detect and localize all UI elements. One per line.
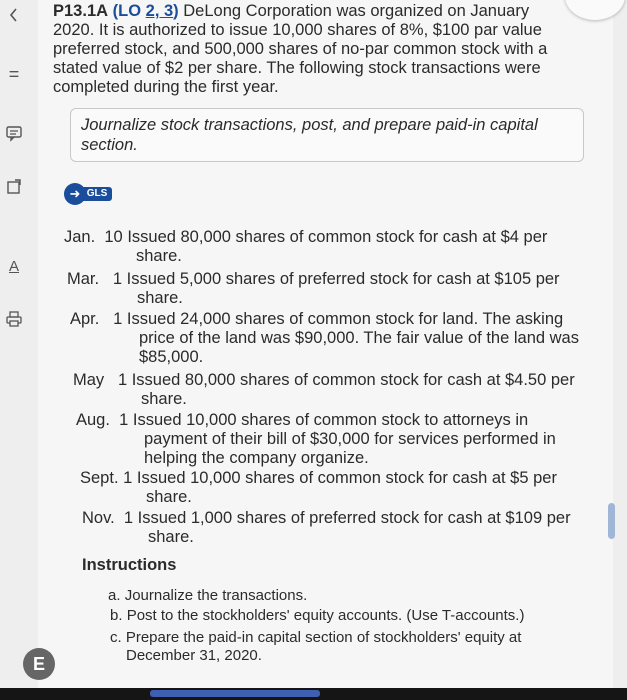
tx-text-2: share. — [137, 289, 183, 307]
tx-text-3: $85,000. — [139, 348, 204, 366]
arrow-right-icon: ➜ — [64, 183, 86, 205]
back-arrow-icon[interactable] — [3, 6, 25, 24]
scrollbar-thumb[interactable] — [608, 503, 615, 539]
tx-text: Issued 80,000 shares of common stock for cash at $4 per — [127, 228, 548, 246]
tx-month: Apr. — [70, 310, 100, 328]
transaction-sept — [80, 469, 570, 507]
print-icon[interactable] — [3, 310, 25, 328]
learning-objective-link[interactable] — [113, 2, 179, 20]
gls-label: GLS — [82, 187, 112, 201]
tx-month: Jan. — [64, 228, 96, 246]
instruction-letter: c. — [110, 629, 122, 646]
tx-month: Aug. — [76, 411, 110, 429]
tx-text-2: share. — [141, 390, 187, 408]
problem-id: P13.1A — [53, 2, 109, 20]
objective-line-2: section. — [81, 136, 138, 154]
text-size-icon[interactable]: A — [8, 258, 19, 275]
tx-day: 10 — [104, 228, 123, 246]
instruction-text-2: December 31, 2020. — [126, 647, 262, 664]
instruction-letter: b. — [110, 607, 123, 624]
transaction-nov — [82, 509, 582, 547]
instruction-text: Journalize the transactions. — [124, 587, 308, 604]
instruction-text: Post to the stockholders' equity accounts. (Use T-accounts.) — [126, 607, 525, 624]
tx-text: Issued 10,000 shares of common stock for cash at $5 per — [136, 469, 557, 487]
instruction-text: Prepare the paid-in capital section of stockholders' equity at — [125, 629, 522, 646]
tx-month: Sept. — [80, 469, 119, 487]
tx-text-2: share. — [136, 247, 182, 265]
tx-text: Issued 80,000 shares of common stock for cash at $4.50 per — [131, 371, 575, 389]
problem-line-4: stated value of $2 per share. The following stock transactions were — [53, 59, 541, 77]
transaction-mar — [67, 270, 587, 308]
tx-text: Issued 10,000 shares of common stock to attorneys in — [132, 411, 529, 429]
tx-text: Issued 24,000 shares of common stock for land. The asking — [126, 310, 564, 328]
instruction-c — [110, 629, 521, 665]
objective-line-1: Journalize stock transactions, post, and prepare paid-in capital — [81, 116, 538, 134]
tx-text-2: payment of their bill of $30,000 for services performed in — [144, 430, 556, 448]
lo-close: ) — [173, 2, 179, 20]
e-badge-button[interactable]: E — [23, 648, 55, 680]
tx-month: May — [73, 371, 105, 389]
lo-numbers-link[interactable]: 2, 3 — [145, 2, 174, 20]
menu-icon[interactable]: = — [8, 64, 20, 84]
transaction-may — [73, 371, 583, 409]
tx-day: 1 — [123, 509, 134, 527]
bookmark-icon[interactable] — [3, 178, 25, 196]
comment-icon[interactable] — [3, 124, 25, 142]
progress-indicator — [150, 690, 320, 697]
tx-day: 1 — [119, 411, 129, 429]
transaction-apr — [70, 310, 585, 367]
tx-text-2: share. — [146, 488, 192, 506]
instruction-b — [110, 607, 524, 625]
tx-day: 1 — [117, 371, 128, 389]
transaction-jan — [64, 228, 564, 266]
tx-text: Issued 1,000 shares of preferred stock for cash at $109 per — [137, 509, 571, 527]
tx-day: 1 — [112, 270, 123, 288]
tx-text-3: helping the company organize. — [144, 449, 369, 467]
problem-line-2: 2020. It is authorized to issue 10,000 shares of 8%, $100 par value — [53, 21, 542, 39]
tx-month: Mar. — [67, 270, 100, 288]
tx-text: Issued 5,000 shares of preferred stock for cash at $105 per — [126, 270, 560, 288]
tx-text-2: price of the land was $90,000. The fair value of the land was — [139, 329, 579, 347]
tx-month: Nov. — [82, 509, 115, 527]
instruction-letter: a. — [108, 587, 121, 604]
instructions-title: Instructions — [82, 556, 177, 574]
gls-button[interactable] — [64, 183, 122, 207]
tx-day: 1 — [123, 469, 133, 487]
problem-line-3: preferred stock, and 500,000 shares of no-par common stock with a — [53, 40, 548, 58]
tx-text-2: share. — [148, 528, 194, 546]
transaction-aug — [76, 411, 556, 468]
problem-line-5: completed during the first year. — [53, 78, 279, 96]
problem-statement — [53, 2, 573, 97]
lo-open: (LO — [112, 2, 146, 20]
bottom-bar — [0, 688, 627, 700]
instruction-a — [108, 587, 307, 605]
tx-day: 1 — [113, 310, 123, 328]
problem-line-1: DeLong Corporation was organized on January — [183, 2, 530, 20]
objective-box — [70, 108, 584, 162]
